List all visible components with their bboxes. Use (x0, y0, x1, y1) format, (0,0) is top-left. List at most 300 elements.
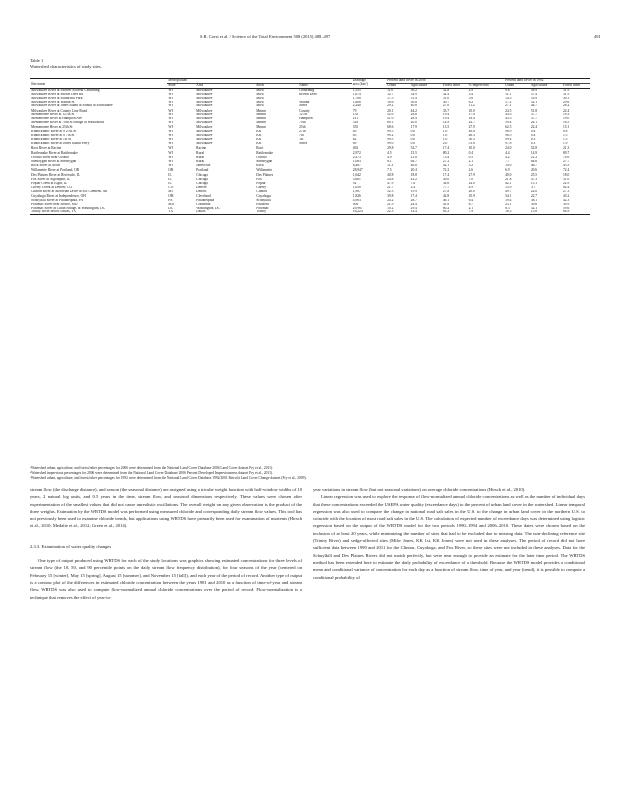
table-cell: 57.4 (530, 92, 538, 96)
table-cell: Root (256, 146, 264, 151)
table-cell: 22.9 (562, 181, 570, 185)
table-cell: Cherry Creek at Denver, CO (31, 185, 73, 189)
table-cell: Potomac River near Bowie, MD (31, 202, 78, 206)
table-cell: Milw (256, 88, 265, 92)
table-cell: Milwaukee (196, 113, 213, 117)
table-label: Table 1 (30, 58, 44, 63)
table-cell: Menomonee River at 127th St (31, 113, 75, 117)
table-cell: 7.5 (387, 167, 392, 172)
table-cell: 50.8 (410, 100, 417, 104)
column-header: Urban (387, 82, 397, 87)
table-cell: 51.8 (530, 108, 538, 113)
table-cell: 3,601 (352, 177, 361, 181)
table-cell: 21.8 (410, 156, 417, 160)
table-cell: 24.0 (505, 146, 512, 151)
table-cell: Milwaukee (196, 130, 213, 134)
table-cell: Philadelphia (196, 198, 215, 202)
table-cell: 69 (352, 141, 357, 145)
table-cell: 14.5 (505, 96, 512, 100)
table-cell: 20.0 (410, 121, 417, 125)
table-cell: WI (168, 156, 173, 160)
table-cell: Rock (256, 163, 264, 167)
table-cell: 98.9 (505, 130, 512, 134)
column-header: area (km²) (352, 82, 368, 87)
table-cell: 16,224 (352, 210, 363, 214)
table-cell: 17.2 (505, 100, 512, 104)
table-cell: 10.0 (505, 163, 512, 167)
body-paragraph: stream flow (the discharge distance), and season (the seasonal distance) are assigned using a tricube weight function with half-window widths of 10 years, 2 natural log units, and 0.5 years in the time, stream flow, and seasonal dimensions respectively. These values were chosen after experimentation of the smallest values that did not cause unrealistic oscillations. The overall weight on any given observation is the product of the three weights. Estimation by the WRTDS model was performed using measured chloride and corresponding daily stream flow values. This tool has not previously been used to examine chloride trends, but applications using WRTDS have primarily been used for examination of nutrients (Hirsch et al., 2010; Medalie et al., 2012; Green et al., 2014). (30, 487, 302, 529)
table-cell: MI (168, 189, 173, 193)
table-cell: 52.0 (387, 113, 394, 117)
table-cell: 2,240 (352, 104, 361, 108)
table-cell: KK (256, 130, 262, 134)
table-cell: 21.2 (530, 156, 538, 160)
section-heading: 2.3.3. Examination of water quality changes (30, 543, 112, 549)
table-cell: 30.6 (530, 202, 538, 206)
table-cell: Milw (256, 96, 265, 100)
table-cell: 355 (352, 125, 359, 130)
table-cell: 49.8 (468, 130, 475, 134)
table-cell: 7.6 (410, 181, 416, 185)
table-cell: WI (168, 125, 173, 130)
column-header: Short (256, 82, 265, 87)
table-cell: 46.3 (468, 134, 475, 138)
table-cell: Patuxent (256, 202, 269, 206)
table-cell: Jones (299, 141, 308, 145)
table-cell: Cuyahoga River at Independence, OH (31, 193, 86, 198)
table-cell: 3.7 (530, 185, 536, 189)
group-pct-1992: Percent land cover in 1992 (504, 79, 590, 84)
table-cell: Milw (256, 100, 265, 104)
table-cell: CO (168, 185, 174, 189)
table-cell: 64.9 (562, 210, 570, 214)
table-cell: 29,967 (352, 206, 363, 210)
table-cell: 1,555 (352, 88, 361, 92)
table-cell: 18.3 (505, 210, 512, 214)
table-cell: 22.4 (530, 125, 538, 130)
table-cell: 10.0 (468, 108, 475, 113)
table-cell: 1.5 (562, 134, 568, 138)
table-cell: 22.4 (562, 108, 570, 113)
table-cell: 63.3 (442, 210, 450, 214)
table-body (30, 88, 590, 215)
table-cell: 47.3 (530, 177, 538, 181)
table-cell: 6.2 (468, 100, 474, 104)
table-cell: 28.7 (410, 198, 417, 202)
table-cell: Oconto (256, 156, 267, 160)
table-cell: 49.7 (505, 189, 512, 193)
table-cell: 52.1 (530, 100, 538, 104)
table-cell: 24.4 (410, 202, 417, 206)
table-cell: 92 (352, 181, 357, 185)
table-cell: 6.9 (505, 167, 510, 172)
table-cell: 29.8 (387, 146, 394, 151)
table-cell: 37.7 (530, 113, 538, 117)
table-cell: 62 (352, 138, 357, 142)
table-cell: 2.1 (468, 159, 474, 163)
table-cell: 0.4 (530, 134, 536, 138)
table-cell: 4.9 (468, 185, 474, 189)
table-notes (30, 466, 590, 480)
table-cell: 4.2 (505, 156, 510, 160)
table-cell: Oconto River near Oconto (31, 156, 70, 160)
column-header: Forest other (442, 82, 461, 87)
table-cell: Cleveland (196, 193, 211, 198)
table-cell: Chicago (196, 181, 209, 185)
table-cell: 18.4 (468, 117, 475, 121)
table-cell: 31.0 (562, 177, 570, 181)
table-cell: Milwaukee (196, 121, 213, 125)
table-cell: Mnmn (256, 121, 266, 125)
table-cell: Kinnickinnic River at S 7th St (31, 134, 75, 138)
table-cell: 31.0 (442, 96, 450, 100)
table-cell: WI (168, 92, 173, 96)
table-cell: Kinnickinnic River at 1st St (31, 138, 72, 142)
table-cell: Cuyahoga (256, 193, 271, 198)
table-cell: 22.3 (387, 210, 394, 214)
table-cell: WI (168, 104, 173, 108)
table-cell: Schuylkill River at Philadelphia, PA (31, 198, 84, 202)
table-cell: 27th (299, 130, 306, 134)
table-cell: Columbia (196, 202, 211, 206)
table-cell: 6.4 (468, 198, 474, 202)
column-header: Name (299, 82, 308, 87)
table-cell: 39.9 (562, 202, 570, 206)
table-cell: WI (168, 117, 173, 121)
table-cell: 43.0 (505, 113, 512, 117)
table-cell: 42.1 (505, 181, 512, 185)
table-cell: 58.9 (530, 88, 538, 92)
table-cell: 1,826 (352, 193, 361, 198)
table-cell: 30.0 (442, 177, 450, 181)
table-cell: 492 (352, 146, 359, 151)
table-cell: Milwaukee River at Pioneer Rd near Cedarburg (31, 88, 100, 92)
table-cell: Denver (196, 185, 207, 189)
table-cell: 19.3 (562, 113, 570, 117)
table-cell: Dallas (196, 210, 206, 214)
table-cell: 2.1 (468, 206, 474, 210)
table-cell: Milwaukee River at Jones Island at Mouth at Milwaukee (31, 104, 113, 108)
table-cell: Mnmn (256, 108, 266, 113)
table-cell: 17.4 (410, 193, 417, 198)
table-cell: 72.2 (442, 167, 450, 172)
table-cell: 43.3 (562, 163, 570, 167)
table-cell: 7.9 (468, 210, 474, 214)
table-cell: Milwaukee River at Estabrook Park (31, 96, 83, 100)
table-cell: KK (256, 138, 262, 142)
table-cell: Milwaukee (196, 117, 213, 121)
table-cell: 1,050 (352, 185, 361, 189)
column-header: Forest other (562, 82, 581, 87)
table-cell: 22.0 (530, 189, 538, 193)
table-cell: Chicago (196, 177, 209, 181)
table-cell: 42.1 (442, 163, 450, 167)
table-cell: 79 (352, 108, 357, 113)
table-cell: 21.9 (387, 202, 394, 206)
table-cell: 32.8 (442, 88, 450, 92)
table-cell: 18.6 (387, 100, 394, 104)
column-header: Area (196, 82, 204, 87)
table-cell: 1,808 (352, 100, 361, 104)
column-header: Site name (31, 82, 46, 87)
table-cell (298, 210, 352, 214)
table-cell: 99.0 (387, 141, 394, 145)
table-cell: 1,780 (352, 96, 361, 100)
table-cell: Milwaukee River at County Line Road (31, 108, 87, 113)
table-cell: Clinton River at Moravian Drive at Mt. Clemens, MI (31, 189, 108, 193)
table-cell: 11.3 (387, 163, 394, 167)
table-cell: 14.9 (442, 121, 450, 125)
table-cell: 27.0 (442, 104, 450, 108)
table-note: ᵇWatershed impervious percentages for 2006 were determined from the National Land Cover Database 2006 Percent Developed Imperviousness dataset Fry et al., 2011). (30, 470, 273, 475)
table-cell: 51.6 (468, 141, 475, 145)
table-cell: 28.2 (562, 104, 570, 108)
table-cell: 20.0 (468, 189, 475, 193)
table-cell: 56.2 (410, 88, 417, 92)
table-cell: IL (168, 177, 172, 181)
table-cell: WI (168, 141, 173, 145)
table-cell: 0.8 (562, 130, 568, 134)
table-cell: Cherry (256, 185, 267, 189)
table-cell: 23.1 (505, 202, 512, 206)
table-cell: 0.4 (468, 151, 474, 156)
table-cell: Rattlesnake (256, 151, 273, 156)
table-cell: 59.6 (562, 206, 570, 210)
table-cell: 43.2 (410, 177, 417, 181)
table-cell: Potomac (256, 206, 269, 210)
table-cell: Mnmn (256, 125, 266, 130)
column-header: % Impervious (468, 82, 489, 87)
table-cell: 64.7 (410, 159, 417, 163)
table-cell: OH (168, 193, 174, 198)
table-cell: 47.9 (387, 181, 394, 185)
table-cell: 5.6 (468, 96, 474, 100)
table-cell: 9.6 (505, 88, 510, 92)
table-cell: Milwaukee (196, 134, 213, 138)
watershed-table (30, 78, 590, 215)
table-cell: 80.2 (442, 151, 450, 156)
journal-citation: S.R. Corsi et al. / Science of the Total Environment 508 (2015) 488–497 (200, 34, 331, 39)
table-cell: 80.7 (562, 151, 570, 156)
table-cell: 99.4 (505, 138, 512, 142)
table-cell: 59.4 (505, 121, 512, 125)
table-cell: 25.5 (530, 173, 538, 178)
table-cell: 18.0 (562, 173, 570, 178)
table-cell: 12.7 (387, 92, 394, 96)
table-cell: KK (256, 141, 262, 145)
table-cell: 51.0 (387, 117, 394, 121)
table-cell: 68.6 (387, 125, 394, 130)
table-cell: 2.6 (468, 167, 474, 172)
table-cell: PA (168, 198, 173, 202)
table-cell: 4.5 (387, 151, 392, 156)
table-cell: 8.1 (387, 159, 392, 163)
table-cell: Washington, DC (196, 206, 221, 210)
table-cell: 18.8 (410, 173, 417, 178)
group-pct-2006: Percent land cover in 2006 (386, 79, 504, 84)
table-cell: 29.4 (410, 206, 417, 210)
table-cell: Milwaukee (196, 108, 213, 113)
table-cell: 2.9 (468, 88, 474, 92)
table-cell: Des Plaines (256, 173, 274, 178)
table-cell: Menomonee River at 25th St (31, 125, 73, 130)
table-cell: 34.1 (505, 193, 512, 198)
table-cell: Rattlesnake River at Rattlesnake (31, 151, 78, 156)
table-cell: 62.5 (505, 125, 512, 130)
table-cell: 2,473 (352, 156, 361, 160)
table-cell: 27.1 (505, 104, 512, 108)
table-cell: Racine (196, 146, 207, 151)
table-cell: KK (256, 134, 262, 138)
table-cell: 22.7 (530, 193, 538, 198)
table-cell: 0.0 (410, 141, 416, 145)
column-header: State (168, 82, 176, 87)
table-cell: 3.4 (468, 92, 474, 96)
table-cell: 1.9 (562, 141, 568, 145)
table-cell: 3.2 (468, 163, 474, 167)
table-cell: Sheboygan River at Sheboygan (31, 159, 77, 163)
table-cell: 24.7 (468, 121, 475, 125)
table-cell: 32.4 (442, 92, 450, 96)
table-cell: 37.7 (530, 117, 538, 121)
table-cell: Sheboygan (256, 159, 273, 163)
table-cell: Mnmn (256, 117, 266, 121)
table-cell: 28,947 (352, 167, 363, 172)
table-cell: Rural (196, 151, 205, 156)
table-cell: Cedarburg (299, 88, 315, 92)
table-cell: 25th (299, 125, 306, 130)
table-cell: 24.5 (505, 108, 512, 113)
table-cell: 27.9 (468, 173, 475, 178)
table-cell: 97.8 (505, 141, 512, 145)
table-cell: Rural (196, 159, 205, 163)
table-cell: WI (168, 151, 173, 156)
table-cell: TX (168, 210, 174, 214)
body-paragraph: Linear regression was used to explore the response of flow-normalized annual chloride concentrations as well as the number of individual days that these concentrations exceeded the USEPA water quality (exceedance days) to the percent of urban land cover in the watershed. Linear temporal regression was also used to compare the change in national road salt sales in the U.S. to the change in urban land cover in the northern U.S. to coincide with the location of most road salt sales in the U.S. The calculation of expected number of exceedance days was determined using logistic regression based on the output of the WRTDS model for the two periods 1990–1994 and 2006–2010. These dates were chosen based on the inclusion of at least 20 years, while minimizing the number of sites that had to be excluded due to missing data. The non-declining reference site (Trinity River) and sedge-affected sites (Milw Jones, KK 1st, KK Jones) were not used in these analyses. The period of record did not have sufficient data between 1990 and 2011 for the Clinton, Cuyahoga, and Fox River, so these sites were not included in these analyses. Data for the Schuylkill and Des Plaines Rivers did not match perfectly, but were near enough to provide an estimate for the later time period. The WRTDS method has been extended here to estimate the daily probability of exceedance of a threshold. Because the WRTDS model provides a conditional mean and conditional variance of concentration for each day as a function of stream flow, time of year, and year (trend), it is possible to compute a conditional probability of (313, 494, 585, 580)
table-cell: 15.1 (530, 181, 538, 185)
table-cell: 1,907 (352, 189, 361, 193)
table-cell: DC (168, 206, 174, 210)
table-cell: 24.0 (468, 181, 475, 185)
table-cell: 46.6 (410, 163, 417, 167)
table-cell: 31.9 (562, 88, 570, 92)
table-cell: 99.5 (387, 138, 394, 142)
table-row (30, 210, 590, 214)
table-cell: Portland (196, 167, 209, 172)
table-cell: Mnmn (256, 113, 266, 117)
table-cell: Milwaukee (196, 92, 213, 96)
table-cell: 20.6 (530, 167, 538, 172)
right-column (313, 486, 585, 581)
table-cell: 21.7 (387, 185, 394, 189)
table-cell: 28.4 (410, 117, 417, 121)
table-cell: Clinton (256, 189, 268, 193)
table-cell: WI (168, 146, 173, 151)
table-cell: 0.0 (410, 134, 416, 138)
table-cell: 99.5 (387, 130, 394, 134)
table-cell: 15.1 (562, 125, 570, 130)
table-cell: Schuylkill (256, 198, 272, 202)
table-cell: 11.0 (387, 88, 394, 92)
table-cell: 2,972 (352, 151, 361, 156)
table-cell: Milw (256, 104, 265, 108)
table-cell: 72.4 (562, 167, 570, 172)
table-cell: 60.1 (387, 121, 394, 125)
table-cell: 19.4 (442, 117, 450, 121)
table-cell: 8,487 (352, 163, 361, 167)
table-cell: 32.1 (530, 206, 538, 210)
table-cell: Trinity (256, 210, 267, 214)
table-cell: 19.9 (410, 189, 417, 193)
table-cell: 30.1 (562, 96, 570, 100)
table-cell: Rock River at Afton (31, 163, 61, 167)
table-cell: 4.4 (505, 151, 510, 156)
table-cell: 43.2 (562, 193, 570, 198)
table-cell: 15.8 (530, 210, 538, 214)
table-cell: Milwaukee (196, 141, 213, 145)
table-cell: 0.0 (410, 130, 416, 134)
table-cell: 27.2 (442, 159, 450, 163)
page-number: 491 (594, 34, 601, 39)
table-cell: Trinity River below Dallas, TX (31, 210, 77, 214)
table-cell: 39.8 (387, 193, 394, 198)
table-cell: 29.6 (562, 100, 570, 104)
table-cell: 51.4 (410, 96, 417, 100)
table-cell: 0.3 (530, 141, 536, 145)
table-cell: 60.2 (442, 206, 450, 210)
table-cell: 1,083 (352, 159, 361, 163)
table-cell: 31.5 (562, 92, 570, 96)
table-cell: 13.5 (442, 125, 450, 130)
table-cell: WI (168, 159, 173, 163)
table-cell: 27.7 (562, 159, 570, 163)
table-cell: Milwaukee (196, 104, 213, 108)
column-header: Agriculture (530, 82, 548, 87)
table-cell: 65 (352, 134, 357, 138)
table-cell: Potomac River at Chain Bridge, at Washington, DC (31, 206, 106, 210)
table-cell: 10.2 (387, 206, 394, 210)
table-cell: 17.4 (442, 173, 450, 178)
table-cell: 21.3 (562, 146, 570, 151)
table-cell: Kinnickinnic River at Jones Island Ferry (31, 141, 90, 145)
table-cell: Brown Deer (299, 92, 317, 96)
table-cell: 17.5 (387, 96, 394, 100)
table-cell: 4.9 (387, 156, 392, 160)
table-cell: Milwaukee (196, 138, 213, 142)
table-cell: Milwaukee (196, 96, 213, 100)
table-cell: 1st (299, 138, 304, 142)
table-cell: 0.4 (530, 130, 536, 134)
table-cell: Milwaukee (196, 125, 213, 130)
table-cell: 46.7 (530, 163, 538, 167)
table-cell: 1,674 (352, 92, 361, 96)
table-cell: 14.4 (410, 210, 417, 214)
table-cell: 13.9 (505, 185, 512, 189)
table-cell: Detroit (196, 189, 207, 193)
body-paragraph: One type of output produced using WRTDS for each of the study locations was graphics showing estimated concentrations for three levels of stream flow (the 10, 50, and 90 percentile points on the daily stream flow frequency distribution), for four seasons of the year (centered on February 15 [winter], May 15 [spring], August 15 [summer], and November 15 [fall]), and each year of the period of record. Another type of output is a contour plot of the differences in estimated chloride concentration between the years 1981 and 2010 as a function of time-of-year and stream flow. WRTDS was also used to compute flow-normalized annual chloride concentrations over the period of record. Flow-normalization is a technique that removes the effect of year-to- (30, 558, 302, 600)
table-cell: 50.5 (468, 138, 475, 142)
table-cell: 20.4 (410, 167, 417, 172)
table-cell: 20.1 (387, 108, 394, 113)
table-cell: 77.7 (442, 185, 450, 189)
table-cell: 52.8 (530, 146, 538, 151)
table-cell: 1.0 (442, 134, 448, 138)
table-cell: Milwaukee River at Brown Deer Rd (31, 92, 84, 96)
table-cell: 82.4 (562, 185, 570, 189)
table-cell: 1.5 (562, 138, 568, 142)
table-cell: 318 (352, 121, 359, 125)
table-cell: 21.8 (505, 177, 512, 181)
